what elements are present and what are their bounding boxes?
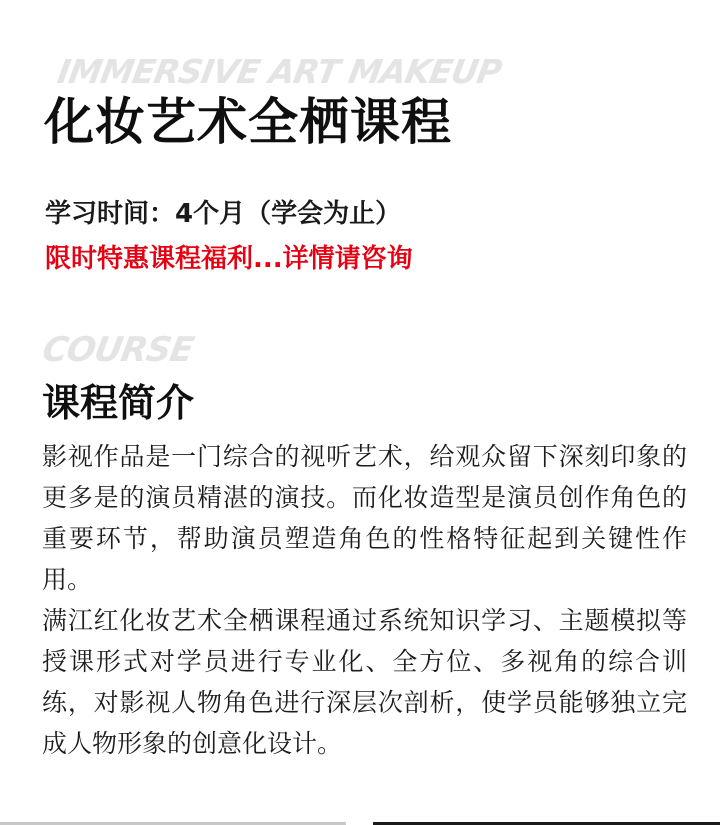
section-title: 课程简介	[42, 381, 195, 425]
study-time-label: 学习时间：4个月（学会为止）	[45, 199, 402, 229]
immersive-art-makeup-watermark: IMMERSIVE ART MAKEUP	[54, 52, 504, 91]
page-title: 化妆艺术全栖课程	[44, 93, 452, 151]
promo-text: 限时特惠课程福利...详情请咨询	[45, 244, 413, 274]
description-paragraph: 满江红化妆艺术全栖课程通过系统知识学习、主题模拟等授课形式对学员进行专业化、全方位、多视角的综合训练，对影视人物角色进行深层次剖析，使学员能够独立完成人物形象的创意化设计。	[42, 606, 687, 758]
course-description	[42, 436, 687, 764]
course-watermark: COURSE	[39, 330, 196, 370]
description-paragraph: 影视作品是一门综合的视听艺术，给观众留下深刻印象的更多是的演员精湛的演技。而化妆造型是演员创作角色的重要环节，帮助演员塑造角色的性格特征起到关键性作用。	[42, 442, 687, 594]
